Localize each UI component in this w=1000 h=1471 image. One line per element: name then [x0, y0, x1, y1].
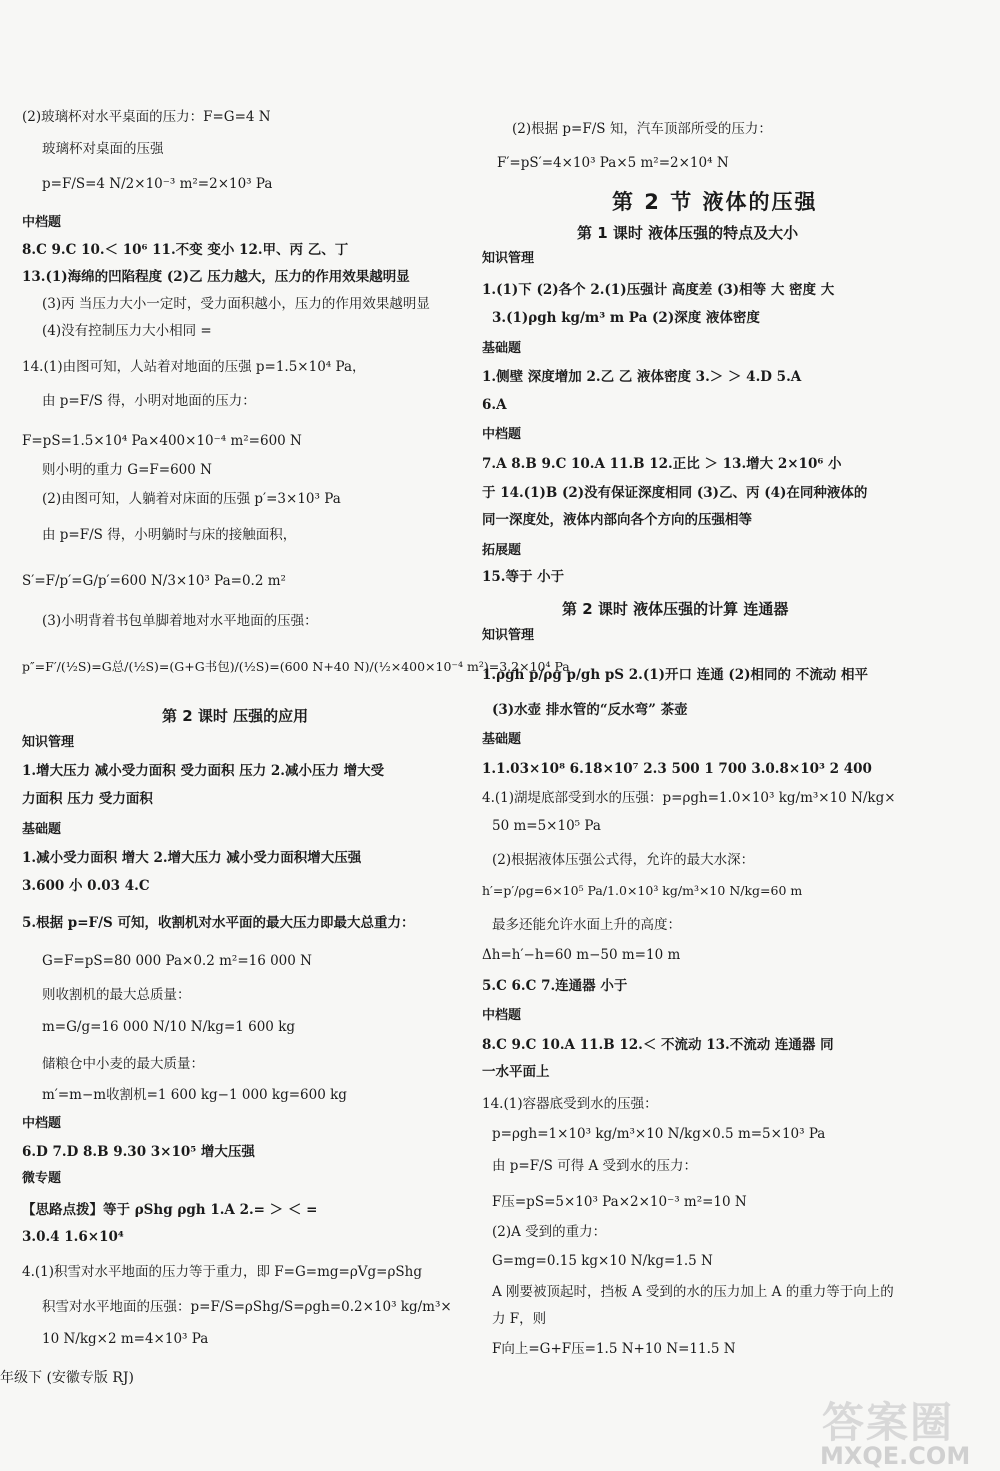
- answer-line: 同一深度处，液体内部向各个方向的压强相等: [482, 512, 752, 528]
- answer-line: (2)由图可知，人躺着对床面的压强 p′=3×10³ Pa: [42, 491, 341, 507]
- answer-line: 7.A 8.B 9.C 10.A 11.B 12.正比 ＞ 13.增大 2×10⁶ 小: [482, 456, 842, 472]
- answer-line: 3.600 小 0.03 4.C: [22, 878, 150, 894]
- section-label: 中档题: [22, 215, 62, 230]
- formula-line: F′=pS′=4×10³ Pa×5 m²=2×10⁴ N: [497, 155, 729, 171]
- section-label: 基础题: [482, 732, 522, 747]
- section-label: 基础题: [482, 341, 522, 356]
- lesson-title: 第 1 课时 液体压强的特点及大小: [577, 224, 799, 242]
- text-line: (2)玻璃杯对水平桌面的压力：F=G=4 N: [22, 109, 271, 125]
- section-label: 知识管理: [22, 735, 75, 750]
- answer-line: 则收割机的最大总质量：: [42, 987, 191, 1003]
- section-label: 中档题: [22, 1116, 62, 1131]
- formula-line: Δh=h′−h=60 m−50 m=10 m: [482, 947, 681, 963]
- answer-line: 5.根据 p=F/S 可知，收割机对水平面的最大压力即最大总重力：: [22, 915, 415, 931]
- answer-line: 15.等于 小于: [482, 569, 565, 585]
- formula-line: G=mg=0.15 kg×10 N/kg=1.5 N: [492, 1253, 713, 1269]
- formula-line: S′=F/p′=G/p′=600 N/3×10³ Pa=0.2 m²: [22, 573, 286, 589]
- section-title: 第 2 节 液体的压强: [612, 190, 818, 214]
- formula-line: 积雪对水平地面的压强：p=F/S=ρShg/S=ρgh=0.2×10³ kg/m³×: [42, 1299, 452, 1315]
- section-label: 拓展题: [482, 543, 522, 558]
- section-label: 知识管理: [482, 251, 535, 266]
- answer-line: 于 14.(1)B (2)没有保证深度相同 (3)乙、丙 (4)在同种液体的: [482, 485, 868, 501]
- answer-line: 8.C 9.C 10.A 11.B 12.＜ 不流动 13.不流动 连通器 同: [482, 1037, 834, 1053]
- answer-line: 5.C 6.C 7.连通器 小于: [482, 978, 628, 994]
- answer-line: (3)水壶 排水管的“反水弯” 茶壶: [492, 702, 688, 718]
- answer-line: (3)丙 当压力大小一定时，受力面积越小，压力的作用效果越明显: [42, 296, 430, 312]
- answer-line: 力面积 压力 受力面积: [22, 791, 153, 807]
- answer-line: 14.(1)由图可知，人站着对地面的压强 p=1.5×10⁴ Pa，: [22, 359, 366, 375]
- answer-line: (4)没有控制压力大小相同 =: [42, 323, 212, 339]
- answer-line: 4.(1)积雪对水平地面的压力等于重力，即 F=G=mg=ρVg=ρShg: [22, 1264, 422, 1280]
- section-label: 中档题: [482, 427, 522, 442]
- answer-line: 50 m=5×10⁵ Pa: [492, 818, 601, 834]
- formula-line: h′=p′/ρg=6×10⁵ Pa/1.0×10³ kg/m³×10 N/kg=60 m: [482, 883, 803, 898]
- text-line: 玻璃杯对桌面的压强: [42, 141, 164, 157]
- section-label: 知识管理: [482, 628, 535, 643]
- lesson-title: 第 2 课时 液体压强的计算 连通器: [562, 600, 789, 618]
- formula-line: F=pS=1.5×10⁴ Pa×400×10⁻⁴ m²=600 N: [22, 433, 302, 449]
- answer-line: 由 p=F/S 得，小明对地面的压力：: [42, 393, 256, 409]
- answer-line: 最多还能允许水面上升的高度：: [492, 917, 681, 933]
- answer-line: 【思路点拨】等于 ρShg ρgh 1.A 2.= ＞ ＜ =: [22, 1202, 318, 1218]
- answer-line: 3.0.4 1.6×10⁴: [22, 1229, 124, 1245]
- answer-line: 由 p=F/S 得，小明躺时与床的接触面积，: [42, 527, 297, 543]
- watermark-logo: 答案圈: [822, 1398, 955, 1447]
- answer-line: (2)根据 p=F/S 知，汽车顶部所受的压力：: [512, 121, 772, 137]
- answer-line: (2)根据液体压强公式得，允许的最大水深：: [492, 852, 755, 868]
- watermark: [800, 1390, 1000, 1471]
- answer-line: 力 F，则: [492, 1311, 547, 1327]
- watermark-url: MXQE.COM: [820, 1442, 971, 1470]
- formula-line: F向上=G+F压=1.5 N+10 N=11.5 N: [492, 1341, 736, 1357]
- formula-line: p=F/S=4 N/2×10⁻³ m²=2×10³ Pa: [42, 176, 273, 192]
- answer-line: 14.(1)容器底受到水的压强：: [482, 1096, 658, 1112]
- answer-line: (3)小明背着书包单脚着地对水平地面的压强：: [42, 613, 318, 629]
- answer-line: 一水平面上: [482, 1064, 550, 1080]
- answer-line: 10 N/kg×2 m=4×10³ Pa: [42, 1331, 209, 1347]
- answer-line: 1.(1)下 (2)各个 2.(1)压强计 高度差 (3)相等 大 密度 大: [482, 282, 835, 298]
- answer-line: 3.(1)ρgh kg/m³ m Pa (2)深度 液体密度: [492, 310, 760, 326]
- formula-line: p″=F′/(½S)=G总/(½S)=(G+G书包)/(½S)=(600 N+40 N)/(½×400×10⁻⁴ m²)=3.2×10⁴ Pa: [22, 659, 570, 674]
- answer-line: 1.ρgh p/ρg p/gh pS 2.(1)开口 连通 (2)相同的 不流动 相平: [482, 667, 868, 683]
- formula-line: m′=m−m收割机=1 600 kg−1 000 kg=600 kg: [42, 1087, 347, 1103]
- section-label: 基础题: [22, 822, 62, 837]
- formula-line: p=ρgh=1×10³ kg/m³×10 N/kg×0.5 m=5×10³ Pa: [492, 1126, 826, 1142]
- answer-line: 13.(1)海绵的凹陷程度 (2)乙 压力越大，压力的作用效果越明显: [22, 269, 410, 285]
- lesson-title: 第 2 课时 压强的应用: [162, 707, 309, 725]
- answer-line: 4.(1)湖堤底部受到水的压强：p=ρgh=1.0×10³ kg/m³×10 N/kg×: [482, 790, 896, 806]
- answer-line: 储粮仓中小麦的最大质量：: [42, 1056, 204, 1072]
- answer-line: 1.侧壁 深度增加 2.乙 乙 液体密度 3.＞ ＞ 4.D 5.A: [482, 369, 802, 385]
- answer-line: (2)A 受到的重力：: [492, 1224, 607, 1240]
- answer-line: 8.C 9.C 10.＜ 10⁶ 11.不变 变小 12.甲、丙 乙、丁: [22, 242, 349, 258]
- formula-line: F压=pS=5×10³ Pa×2×10⁻³ m²=10 N: [492, 1194, 747, 1210]
- answer-line: 6.A: [482, 397, 507, 413]
- answer-line: 由 p=F/S 可得 A 受到水的压力：: [492, 1158, 698, 1174]
- section-label: 中档题: [482, 1008, 522, 1023]
- answer-line: 1.减小受力面积 增大 2.增大压力 减小受力面积增大压强: [22, 850, 362, 866]
- page-footer: 年级下 (安徽专版 RJ): [0, 1370, 134, 1386]
- section-label: 微专题: [22, 1171, 62, 1186]
- answer-line: 6.D 7.D 8.B 9.30 3×10⁵ 增大压强: [22, 1144, 255, 1160]
- answer-line: 1.1.03×10⁸ 6.18×10⁷ 2.3 500 1 700 3.0.8×10³ 2 400: [482, 761, 872, 777]
- answer-line: A 刚要被顶起时，挡板 A 受到的水的压力加上 A 的重力等于向上的: [492, 1284, 894, 1300]
- answer-line: 1.增大压力 减小受力面积 受力面积 压力 2.减小压力 增大受: [22, 763, 385, 779]
- formula-line: m=G/g=16 000 N/10 N/kg=1 600 kg: [42, 1019, 296, 1035]
- formula-line: G=F=pS=80 000 Pa×0.2 m²=16 000 N: [42, 953, 312, 969]
- answer-line: 则小明的重力 G=F=600 N: [42, 462, 212, 478]
